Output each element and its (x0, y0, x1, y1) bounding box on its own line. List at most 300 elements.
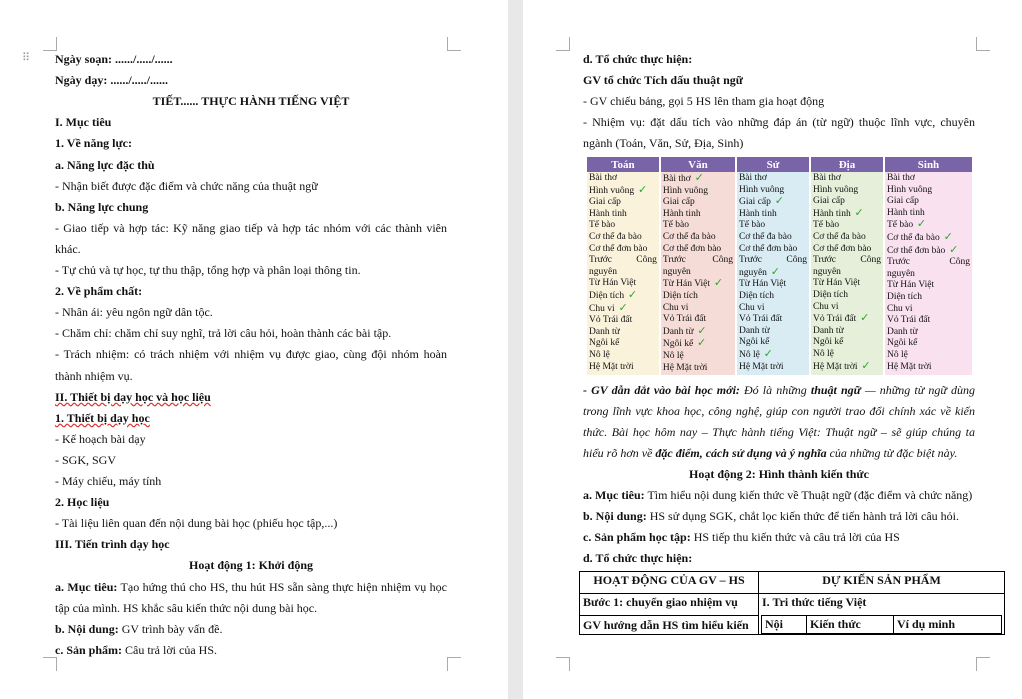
term-text: Cơ thể đơn bào (738, 243, 798, 254)
figure-term (887, 208, 970, 220)
crop-mark (556, 37, 570, 51)
table-cell-steps (580, 594, 759, 635)
checkmark-icon: ✓ (693, 325, 707, 337)
text-line (55, 474, 447, 488)
text-line (583, 136, 975, 150)
term-text: Cơ thể đa bào (662, 231, 716, 242)
document-page-left (0, 0, 508, 699)
term-part: Trước (662, 255, 686, 266)
text-line (55, 643, 447, 657)
text-line (583, 73, 975, 87)
figure-term (813, 232, 881, 244)
table-cell-product (759, 594, 1005, 635)
term-text: Từ Hán Việt (886, 280, 935, 291)
checkmark-icon: ✓ (634, 184, 648, 196)
figure-column-header: Địa (810, 157, 884, 172)
checkmark-icon: ✓ (766, 266, 780, 278)
figure-term (887, 257, 970, 269)
figure-column (660, 172, 736, 375)
line-text: khác. (55, 241, 81, 256)
term-text: Hành tinh (589, 208, 627, 219)
figure-term (663, 351, 733, 363)
line-text: 2. Học liệu (55, 495, 110, 510)
figure-term (739, 326, 807, 338)
term-text: Ngôi kể (662, 339, 694, 350)
checkmark-icon: ✓ (693, 338, 707, 350)
line-label: c. Sản phẩm: (55, 642, 123, 657)
term-text: Hệ Mặt trời (738, 361, 784, 372)
term-text: Danh từ (662, 326, 694, 337)
figure-term (663, 209, 733, 221)
text-line (55, 390, 447, 404)
line-text: - SGK, SGV (55, 452, 117, 467)
intro-line (583, 383, 975, 397)
intro-line (583, 425, 975, 439)
text-line (583, 115, 975, 129)
term-text: nguyên (812, 266, 841, 277)
term-part: Trước (812, 255, 836, 266)
term-part: Công (636, 255, 657, 266)
figure-term (589, 362, 657, 374)
figure-term (589, 278, 657, 290)
figure-term (813, 349, 881, 361)
line-text: TIẾT...... THỰC HÀNH TIẾNG VIỆT (152, 94, 350, 109)
line-text: - Tài liệu liên quan đến nội dung bài học (phiếu học tập,...) (55, 516, 338, 531)
inner-table-header: Kiến thức (807, 616, 894, 634)
term-text: nguyên (886, 268, 915, 279)
term-text: Bài thơ (589, 173, 617, 183)
term-text: Hệ Mặt trời (662, 362, 708, 373)
figure-term (813, 267, 881, 279)
line-text: Ngày soạn: ....../...../...... (55, 52, 173, 66)
text-line (583, 467, 975, 481)
figure-term (887, 196, 970, 208)
figure-term (739, 349, 807, 362)
term-text: Vỏ Trái đất (662, 314, 707, 325)
crop-mark (447, 37, 461, 51)
text-line (55, 369, 447, 383)
line-label: c. Sản phẩm học tập: (583, 530, 691, 544)
term-text: Nô lệ (662, 350, 684, 361)
figure-term (739, 220, 807, 232)
figure-term (813, 173, 881, 185)
term-text: Chu vi (738, 302, 765, 313)
text-line (55, 495, 447, 509)
text-line (583, 488, 975, 502)
line-text: III. Tiến trình dạy học (55, 537, 170, 552)
term-text: Giai cấp (812, 196, 845, 207)
term-text: Bài thơ (662, 174, 691, 184)
term-text: Vỏ Trái đất (738, 314, 783, 325)
line-text: thành nhiệm vụ. (55, 368, 133, 383)
line-text: - Kế hoạch bài dạy (55, 431, 146, 446)
line-text: 1. Về năng lực: (55, 136, 132, 151)
term-text: Cơ thể đa bào (738, 231, 792, 242)
text-line (55, 179, 447, 193)
term-part: Công (860, 255, 881, 266)
term-text: Danh từ (886, 326, 918, 337)
figure-term (813, 244, 881, 256)
term-text: Hệ Mặt trời (589, 361, 634, 372)
figure-term (813, 313, 881, 326)
text-line (55, 242, 447, 256)
intro-segment: — những từ ngữ dùng (860, 383, 975, 397)
figure-term (663, 197, 733, 209)
line-text: GV tổ chức Tích dấu thuật ngữ (583, 73, 743, 87)
term-text: Từ Hán Việt (662, 279, 710, 290)
checkmark-icon: ✓ (939, 231, 953, 243)
text-line (55, 347, 447, 361)
figure-term (887, 292, 970, 304)
term-text: Danh từ (812, 325, 844, 336)
figure-column (587, 172, 660, 375)
line-text: 1. Thiết bị dạy học (55, 410, 150, 425)
figure-term (739, 267, 807, 280)
intro-segment: thức. Bài học hôm nay – Thực hành tiếng Việt: Thuật ngữ – sẽ giúp chúng ta (583, 425, 975, 439)
term-text: Giai cấp (886, 196, 919, 207)
line-text: II. Thiết bị dạy học và học liệu (55, 389, 211, 404)
intro-segment: hiểu rõ hơn về (583, 446, 656, 460)
figure-term (663, 314, 733, 326)
line-text: ngành (Toán, Văn, Sử, Địa, Sinh) (583, 136, 744, 150)
figure-term (663, 232, 733, 244)
figure-term (589, 197, 657, 209)
line-text: Ngày dạy: ....../...../...... (55, 73, 169, 88)
figure-term (887, 338, 970, 350)
figure-term (887, 315, 970, 327)
term-text: Cơ thể đa bào (812, 231, 866, 242)
term-text: Giai cấp (662, 197, 695, 208)
figure-term (813, 326, 881, 338)
figure-term (739, 232, 807, 244)
text-line (583, 52, 975, 66)
figure-term (589, 338, 657, 350)
figure-term (589, 185, 657, 198)
text-line (583, 94, 975, 108)
term-text: Hệ Mặt trời (812, 361, 858, 372)
text-line (55, 580, 447, 594)
figure-term (589, 209, 657, 221)
term-text: Cơ thể đa bào (886, 232, 940, 243)
line-text: - Trách nhiệm: có trách nhiệm với nhiệm vụ được giao, cùng đội nhóm hoàn (55, 347, 447, 362)
text-line (55, 200, 447, 214)
checkmark-icon: ✓ (614, 302, 628, 314)
figure-term (813, 361, 881, 374)
term-text: Hành tinh (662, 208, 701, 219)
term-text: Chu vi (886, 303, 913, 314)
term-text: Hành tinh (738, 208, 777, 219)
figure-term (589, 255, 657, 267)
term-text: Cơ thể đơn bào (589, 243, 648, 254)
term-text: Diện tích (662, 290, 698, 301)
text-line (583, 551, 975, 565)
checkmark-icon: ✓ (624, 289, 638, 301)
term-part: Trước (886, 257, 910, 268)
figure-term (663, 363, 733, 375)
figure-term (663, 244, 733, 256)
term-part: Công (786, 255, 807, 266)
crop-mark (976, 37, 990, 51)
figure-column (810, 172, 884, 375)
term-text: Hình vuông (886, 184, 933, 195)
figure-term (887, 269, 970, 281)
text-line (55, 94, 447, 108)
line-label: a. Mục tiêu: (583, 488, 645, 502)
term-text: Hình vuông (589, 185, 635, 196)
term-text: Giai cấp (738, 197, 771, 208)
line-text: Hoạt động 1: Khởi động (188, 558, 313, 573)
checkmark-icon: ✓ (710, 278, 724, 290)
term-text: Diện tích (886, 291, 923, 302)
term-text: Bài thơ (886, 173, 915, 183)
term-text: nguyên (738, 267, 767, 278)
figure-term (739, 362, 807, 374)
term-text: Danh từ (738, 325, 770, 336)
figure-term (813, 290, 881, 302)
figure-term (739, 255, 807, 267)
term-text: Giai cấp (589, 197, 621, 208)
crop-mark (556, 657, 570, 671)
term-checklist-figure (587, 157, 974, 375)
checkmark-icon: ✓ (856, 313, 870, 325)
figure-term (663, 255, 733, 267)
intro-segment: thuật ngữ (810, 383, 861, 397)
figure-column (884, 172, 973, 375)
figure-term (663, 338, 733, 351)
figure-term (887, 280, 970, 292)
term-text: Tế bào (738, 220, 766, 231)
line-text: GV trình bày vấn đề. (118, 621, 223, 636)
text-line (55, 537, 447, 551)
figure-term (813, 185, 881, 197)
figure-term (589, 220, 657, 232)
term-text: Tế bào (589, 220, 616, 231)
term-text: Chu vi (589, 303, 615, 314)
text-line (55, 622, 447, 636)
figure-term (739, 291, 807, 303)
term-text: Từ Hán Việt (589, 278, 637, 289)
drag-handle-icon[interactable]: ⠿ (22, 51, 32, 64)
inner-knowledge-table (761, 615, 1002, 634)
figure-term (813, 220, 881, 232)
line-text: d. Tổ chức thực hiện: (583, 52, 693, 66)
figure-term (663, 220, 733, 232)
crop-mark (447, 657, 461, 671)
text-line (55, 284, 447, 298)
line-text: tập của mình. HS khắc sâu kiến thức nội dung bài học. (55, 600, 318, 615)
figure-term (663, 291, 733, 303)
figure-term (589, 350, 657, 362)
text-line (55, 115, 447, 129)
figure-term (887, 185, 970, 197)
crop-mark (976, 657, 990, 671)
inner-table-header: Ví dụ minh (894, 616, 1002, 634)
line-text: - Nhận biết được đặc điểm và chức năng của thuật ngữ (55, 178, 318, 193)
term-text: Cơ thể đơn bào (812, 243, 872, 254)
figure-term (887, 245, 970, 258)
term-text: Nô lệ (738, 349, 760, 360)
figure-term (589, 315, 657, 327)
line-label: b. Nội dung: (583, 509, 647, 523)
crop-mark (43, 657, 57, 671)
crop-mark (43, 37, 57, 51)
term-text: Ngôi kể (589, 338, 620, 349)
term-text: Tế bào (812, 220, 840, 231)
section-1-title: I. Tri thức tiếng Việt (762, 595, 867, 609)
term-text: Bài thơ (812, 173, 841, 183)
term-text: Ngôi kể (886, 338, 918, 349)
term-text: Diện tích (738, 290, 775, 301)
figure-term (813, 208, 881, 221)
line-text: - Tự chủ và tự học, tự thu thập, tổng hợp và phân loại thông tin. (55, 263, 361, 277)
intro-segment: trong lĩnh vực khoa học, công nghệ, giúp con người trao đổi chính xác về kiến (583, 404, 975, 418)
term-text: nguyên (662, 266, 691, 277)
figure-term (589, 244, 657, 256)
line-text: 2. Về phẩm chất: (55, 284, 143, 299)
line-text: - GV chiếu bảng, gọi 5 HS lên tham gia hoạt động (583, 94, 825, 108)
activity-table (579, 571, 1005, 635)
checkmark-icon: ✓ (945, 244, 959, 256)
line-text: b. Năng lực chung (55, 199, 149, 214)
line-label: b. Nội dung: (55, 621, 119, 636)
term-text: Nô lệ (812, 348, 834, 359)
line-text: HS tiếp thu kiến thức và câu trả lời của HS (690, 530, 900, 544)
term-text: Từ Hán Việt (738, 279, 787, 290)
figure-term (813, 278, 881, 290)
figure-term (739, 209, 807, 221)
term-text: Diện tích (589, 290, 625, 301)
figure-term (739, 196, 807, 209)
figure-term (813, 196, 881, 208)
checkmark-icon: ✓ (690, 173, 704, 184)
term-part: Công (949, 257, 970, 268)
text-line (55, 432, 447, 446)
figure-term (663, 267, 733, 279)
figure-term (663, 186, 733, 198)
figure-column-header: Toán (587, 157, 660, 172)
figure-column (736, 172, 810, 375)
figure-term (887, 362, 970, 374)
term-text: Danh từ (589, 326, 620, 337)
term-text: Vỏ Trái đất (886, 315, 931, 326)
term-text: Chu vi (812, 301, 839, 312)
line-text: - Nhân ái: yêu ngôn ngữ dân tộc. (55, 305, 213, 320)
figure-column-header: Sử (736, 157, 810, 172)
term-part: Công (712, 255, 733, 266)
text-line (55, 221, 447, 235)
text-line (55, 305, 447, 319)
text-line (55, 158, 447, 172)
line-text: - Giao tiếp và hợp tác: Kỹ năng giao tiếp và hợp tác nhóm với các thành viên (55, 220, 447, 235)
figure-term (663, 326, 733, 339)
step-1-detail: GV hướng dẫn HS tìm hiểu kiến (583, 618, 749, 632)
figure-term (589, 232, 657, 244)
intro-line (583, 404, 975, 418)
checkmark-icon: ✓ (770, 196, 784, 208)
text-line (55, 558, 447, 572)
line-text: I. Mục tiêu (55, 115, 112, 130)
term-text: Tế bào (662, 220, 689, 231)
term-text: Cơ thể đa bào (589, 231, 642, 242)
term-text: Ngôi kể (738, 337, 770, 348)
text-line (55, 601, 447, 615)
figure-term (663, 303, 733, 315)
intro-segment: - GV dẫn dắt vào bài học mới: (583, 383, 740, 397)
line-label: a. Mục tiêu: (55, 579, 118, 594)
figure-term (589, 267, 657, 279)
line-text: Hoạt động 2: Hình thành kiến thức (689, 467, 869, 481)
text-line (583, 530, 975, 544)
figure-term (739, 303, 807, 315)
intro-segment: Đó là những (739, 383, 811, 397)
term-text: Hình vuông (662, 185, 708, 196)
term-text: Diện tích (812, 289, 849, 300)
figure-term (887, 232, 970, 245)
line-text: - Máy chiếu, máy tính (55, 474, 162, 488)
term-part: Trước (589, 255, 613, 266)
term-text: Bài thơ (738, 173, 767, 183)
term-text: Chu vi (662, 302, 689, 313)
text-line (55, 453, 447, 467)
text-line (55, 73, 447, 87)
figure-term (813, 337, 881, 349)
table-header-expected-product: DỰ KIẾN SẢN PHẨM (759, 572, 1005, 594)
figure-term (739, 337, 807, 349)
checkmark-icon: ✓ (759, 348, 773, 360)
figure-term (589, 303, 657, 316)
line-text: - Nhiệm vụ: đặt dấu tích vào những đáp án (từ ngữ) thuộc lĩnh vực, chuyên (583, 115, 975, 129)
term-text: Cơ thể đơn bào (886, 245, 946, 256)
line-text: Câu trả lời của HS. (122, 642, 218, 657)
text-line (55, 136, 447, 150)
text-line (55, 326, 447, 340)
intro-line (583, 446, 975, 460)
text-line (55, 411, 447, 425)
term-text: Cơ thể đơn bào (662, 243, 722, 254)
line-text: HS sử dụng SGK, chắt lọc kiến thức để tiến hành trả lời câu hỏi. (646, 509, 959, 523)
checkmark-icon: ✓ (850, 207, 864, 219)
term-part: Trước (738, 255, 762, 266)
figure-column-header: Sinh (884, 157, 973, 172)
intro-segment: của những từ đặc biệt này. (826, 446, 958, 460)
figure-term (887, 219, 970, 232)
inner-table-header: Nội (762, 616, 807, 634)
term-text: Vỏ Trái đất (812, 314, 857, 325)
checkmark-icon: ✓ (857, 360, 871, 372)
term-text: Ngôi kể (812, 337, 844, 348)
figure-term (663, 173, 733, 186)
figure-term (739, 185, 807, 197)
term-text: Hành tinh (886, 207, 925, 218)
figure-term (739, 314, 807, 326)
figure-term (739, 244, 807, 256)
text-line (55, 52, 447, 66)
figure-term (739, 173, 807, 185)
figure-term (813, 302, 881, 314)
line-text: Tạo hứng thú cho HS, thu hút HS sẵn sàng thực hiện nhiệm vụ học (117, 579, 447, 594)
term-text: Hành tinh (812, 208, 851, 219)
figure-term (589, 290, 657, 303)
figure-term (739, 279, 807, 291)
figure-term (813, 255, 881, 267)
figure-term (589, 173, 657, 185)
figure-term (887, 304, 970, 316)
figure-term (887, 350, 970, 362)
figure-term (887, 327, 970, 339)
document-page-right (523, 0, 1022, 699)
line-text: - Chăm chỉ: chăm chỉ suy nghĩ, trả lời câu hỏi, hoàn thành các bài tập. (55, 326, 392, 341)
step-1-label: Bước 1: chuyển giao nhiệm vụ (580, 594, 758, 616)
